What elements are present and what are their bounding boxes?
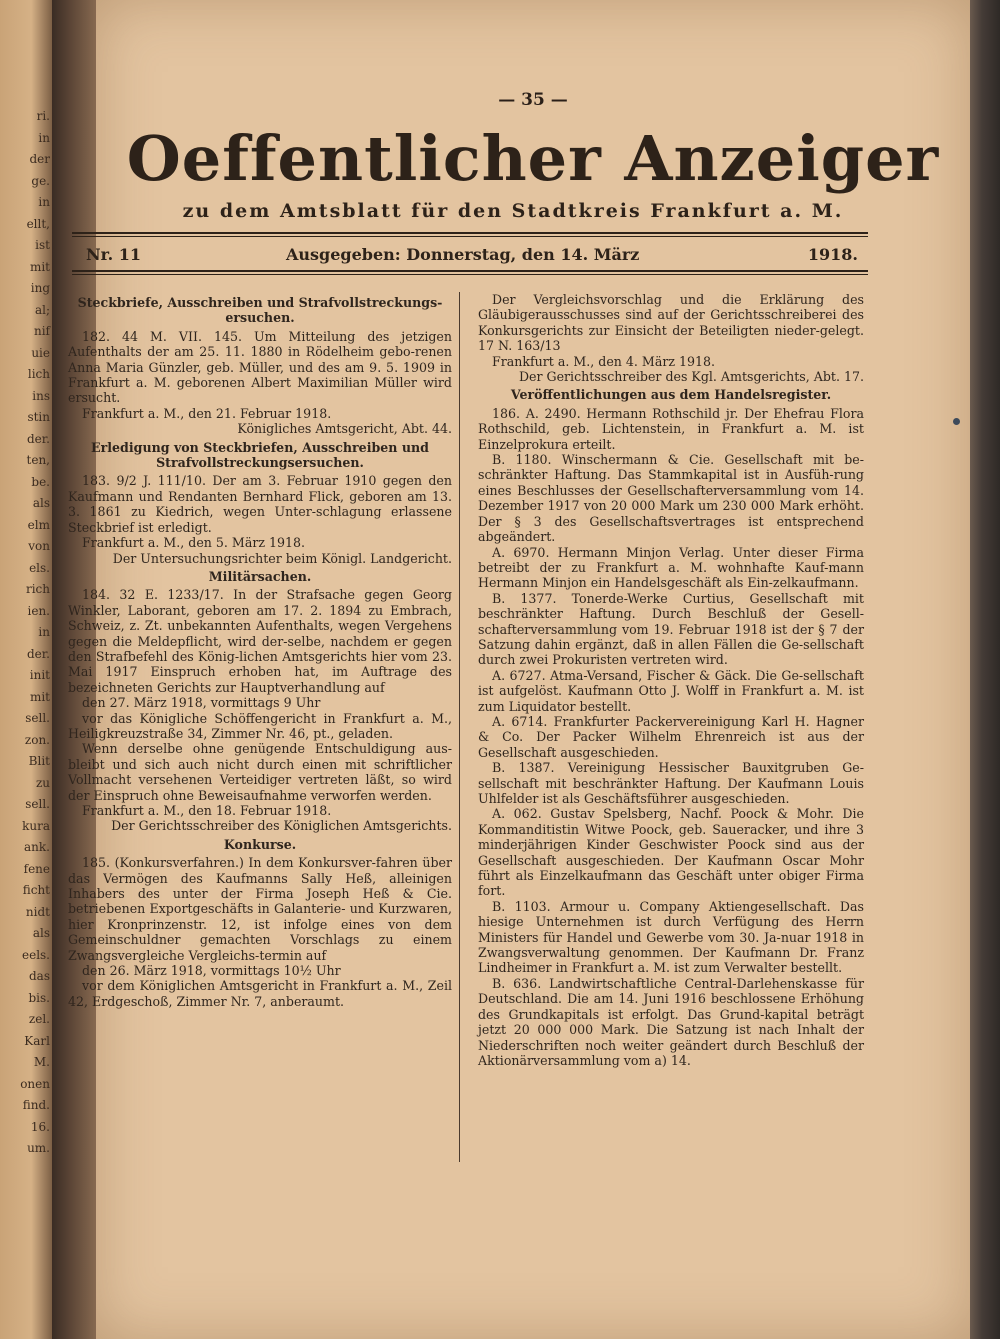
spine-text-fragment: ten, (26, 453, 50, 467)
spine-text-fragment: ing (30, 281, 50, 295)
ink-spot (953, 418, 960, 425)
spine-text-fragment: ri. (36, 109, 50, 123)
spine-text-fragment: ien. (27, 603, 50, 618)
section-heading: Erledigung von Steckbriefen, Ausschreiben und Strafvollstreckungsersuchen. (91, 439, 429, 471)
spine-text-fragment: bis. (28, 990, 50, 1005)
spine-text-fragment: els. (29, 560, 50, 575)
spine-text-fragment: onen (20, 1076, 50, 1091)
spine-text-fragment: sell. (25, 711, 50, 725)
section-heading: Konkurse. (223, 836, 297, 852)
left-column (68, 292, 452, 1009)
spine-text-fragment: Blit (28, 754, 50, 768)
header-rule-bottom-thin (72, 274, 868, 275)
spine-text-fragment: zu (35, 775, 50, 790)
spine-text-fragment: zon. (24, 732, 50, 747)
newspaper-subtitle: zu dem Amtsblatt für den Stadtkreis Frankfurt a. M. (182, 200, 844, 222)
header-rule-top-thin (72, 236, 868, 237)
spine-text-fragment: stin (27, 410, 50, 424)
issue-year: 1918. (807, 245, 858, 264)
notice-paragraph: A. 6727. Atma-Versand, Fischer & Gäck. Die Ge-sellschaft ist aufgelöst. Kaufmann Otto J. Wolff in Frankfurt a. M. ist zum Liquidator bestellt. (478, 667, 864, 714)
spine-text-fragment: der (29, 152, 50, 166)
previous-page-edge (0, 0, 52, 1339)
section-heading: Militärsachen. (208, 568, 312, 584)
notice-paragraph: A. 6714. Frankfurter Packervereinigung Karl H. Hagner & Co. Der Packer Wilhelm Ehrenreich ist aus der Gesellschaft ausgeschieden. (478, 713, 864, 760)
spine-text-fragment: ist (35, 238, 50, 252)
notice-paragraph: 184. 32 E. 1233/17. In der Strafsache gegen Georg Winkler, Laborant, geboren am 17. 2. 1894 zu Embrach, Schweiz, z. Zt. unbekannten Aufenthalts, wegen Vergehens gegen die Meldepflicht, wird der-selbe, nachdem er gegen den Strafbefehl des König-lichen Amtsgerichts hier vom 23. Mai 1917 Einspruch erhoben hat, im Auftrage des bezeichneten Gerichts zur Hauptverhandlung auf (68, 587, 452, 695)
spine-text-fragment: ficht (22, 883, 50, 897)
notice-paragraph: B. 1180. Winschermann & Cie. Gesellschaft mit be-schränkter Haftung. Das Stammkapital ist in Ausfüh-rung eines Beschlusses der Gesellschafterversammlung vom 14. Dezember 1917 von 20 000 Mark um 230 000 Mark erhöht. Der § 3 des Gesellschaftsvertrages ist entsprechend abgeändert. (478, 452, 864, 545)
spine-text-fragment: der. (26, 431, 50, 446)
issue-number: Nr. 11 (86, 245, 141, 264)
notice-paragraph: B. 636. Landwirtschaftliche Central-Darlehenskasse für Deutschland. Die am 14. Juni 1916 beschlossene Erhöhung des Grundkapitals ist erfolgt. Das Grund-kapital beträgt jetzt 20 000 000 Mark. Die Satzung ist nach Inhalt der Niederschriften noch weiter geändert durch Beschluß der Aktionärversammlung vom a) 14. (478, 975, 864, 1068)
notice-paragraph: B. 1377. Tonerde-Werke Curtius, Gesellschaft mit beschränkter Haftung. Durch Beschluß der Gesell-schafterversammlung vom 19. Februar 1918 ist der § 7 der Satzung dahin ergänzt, daß in allen Fällen die Ge-sellschaft durch zwei Prokuristen vertreten wird. (478, 590, 864, 668)
spine-text-fragment: nif (33, 324, 50, 338)
notice-paragraph: 186. A. 2490. Hermann Rothschild jr. Der Ehefrau Flora Rothschild, geb. Lichtenstein, in Frankfurt a. M. ist Einzelprokura erteilt. (478, 405, 864, 452)
spine-text-fragment: von (28, 539, 50, 553)
spine-text-fragment: nidt (25, 904, 50, 919)
spine-text-fragment: init (29, 668, 50, 682)
section-heading: Steckbriefe, Ausschreiben und Strafvollstreckungs-ersuchen. (77, 295, 443, 326)
signature-line: Der Gerichtsschreiber des Kgl. Amtsgerichts, Abt. 17. (518, 369, 864, 385)
signature-line: Königliches Amtsgericht, Abt. 44. (237, 421, 452, 437)
notice-paragraph: A. 6970. Hermann Minjon Verlag. Unter dieser Firma betreibt der zu Frankfurt a. M. wohnhafte Kauf-mann Hermann Minjon ein Handelsgeschäft als Ein-zelkaufmann. (478, 544, 864, 591)
spine-text-fragment: ellt, (26, 216, 50, 231)
notice-paragraph: Frankfurt a. M., den 21. Februar 1918. (82, 405, 332, 421)
book-cover-edge (970, 0, 1000, 1339)
notice-paragraph: 183. 9/2 J. 111/10. Der am 3. Februar 1910 gegen den Kaufmann und Rendanten Bernhard Flick, geboren am 13. 3. 1861 zu Kiedrich, wegen Unter-schlagung erlassene Steckbrief ist erledigt. (68, 473, 452, 535)
spine-text-fragment: als (32, 496, 50, 510)
spine-text-fragment: der. (26, 646, 50, 661)
signature-line: Der Untersuchungsrichter beim Königl. Landgericht. (112, 550, 452, 566)
right-column (478, 292, 864, 1068)
notice-paragraph: B. 1387. Vereinigung Hessischer Bauxitgruben Ge-sellschaft mit beschränkter Haftung. Der Kaufmann Louis Uhlfelder ist als Geschäftsführer ausgeschieden. (478, 760, 864, 806)
spine-text-fragment: eels. (21, 947, 50, 962)
notice-paragraph: 185. (Konkursverfahren.) In dem Konkursver-fahren über das Vermögen des Kaufmanns Sally Heß, alleinigen Inhabers des unter der Firma Joseph Heß & Cie. betriebenen Exportgeschäfts in Galanterie- und Kurzwaren, hier Kronprinzenstr. 12, ist infolge eines von dem Gemeinschuldner gemachten Vorschlags zu einem Zwangsvergleiche Vergleichs-termin auf (68, 855, 452, 963)
notice-paragraph: Wenn derselbe ohne genügende Entschuldigung aus-bleibt und sich auch nicht durch einen mit schriftlicher Vollmacht versehenen Verteidiger vertreten läßt, so wird der Einspruch ohne Beweisaufnahme verworfen werden. (68, 741, 452, 803)
notice-paragraph: Frankfurt a. M., den 5. März 1918. (82, 535, 306, 551)
spine-text-fragment: das (29, 969, 50, 983)
notice-paragraph: Frankfurt a. M., den 4. März 1918. (492, 353, 716, 369)
section-heading: Veröffentlichungen aus dem Handelsregister. (510, 387, 832, 403)
newspaper-title: Oeffentlicher Anzeiger (126, 122, 940, 195)
spine-text-fragment: be. (31, 474, 50, 489)
spine-text-fragment: um. (27, 1141, 50, 1155)
spine-text-fragment: mit (29, 689, 50, 704)
signature-line: Der Gerichtsschreiber des Königlichen Amtsgerichts. (111, 818, 452, 834)
issue-date: Ausgegeben: Donnerstag, den 14. März (286, 245, 640, 264)
spine-text-fragment: mit (29, 259, 50, 274)
notice-paragraph: B. 1103. Armour u. Company Aktiengesellschaft. Das hiesige Unternehmen ist durch Verfügung des Herrn Ministers für Handel und Gewerbe vom 30. Ja-nuar 1918 in Zwangsverwaltung genommen. Der Kaufmann Dr. Franz Lindheimer in Frankfurt a. M. ist zum Verwalter bestellt. (478, 898, 864, 976)
newspaper-page (68, 0, 970, 1339)
spine-text-fragment: in (38, 625, 50, 639)
spine-text-fragment: 16. (30, 1119, 50, 1134)
spine-text-fragment: in (38, 195, 50, 209)
page-number: — 35 — (498, 90, 568, 110)
spine-text-fragment: M. (33, 1055, 50, 1069)
spine-text-fragment: sell. (25, 797, 50, 811)
notice-paragraph: den 26. März 1918, vormittags 10½ Uhr (82, 963, 341, 979)
spine-text-fragment: ank. (24, 840, 50, 854)
notice-paragraph: Frankfurt a. M., den 18. Februar 1918. (82, 803, 332, 818)
spine-text-fragment: ge. (31, 173, 50, 188)
spine-text-fragment: fene (23, 861, 50, 876)
column-divider (459, 292, 460, 1162)
spine-text-fragment: uie (31, 345, 50, 360)
spine-text-fragment: Karl (24, 1033, 50, 1048)
spine-text-fragment: ins (32, 388, 50, 403)
notice-paragraph: vor das Königliche Schöffengericht in Frankfurt a. M., Heiligkreuzstraße 34, Zimmer Nr. 46, pt., geladen. (68, 710, 452, 741)
notice-paragraph: vor dem Königlichen Amtsgericht in Frankfurt a. M., Zeil 42, Erdgeschoß, Zimmer Nr. 7, anberaumt. (68, 978, 452, 1009)
spine-text-fragment: lich (27, 367, 50, 381)
spine-text-fragment: als (32, 926, 50, 940)
spine-text-fragment: kura (22, 818, 50, 833)
notice-paragraph: 182. 44 M. VII. 145. Um Mitteilung des jetzigen Aufenthalts der am 25. 11. 1880 in Rödelheim gebo-renen Anna Maria Günzler, geb. Müller, und des am 9. 5. 1909 in Frankfurt a. M. geborenen Albert Maximilian Müller wird ersucht. (68, 328, 452, 406)
spine-text-fragment: in (38, 130, 50, 145)
spine-text-fragment: elm (27, 517, 50, 532)
notice-paragraph: A. 062. Gustav Spelsberg, Nachf. Poock & Mohr. Die Kommanditistin Witwe Poock, geb. Saueracker, und ihre 3 minderjährigen Kinder Geschwister Poock sind aus der Gesellschaft ausgeschieden. Der Kaufmann Oscar Mohr führt als Einzelkaufmann das Geschäft unter obiger Firma fort. (478, 806, 864, 899)
notice-paragraph: den 27. März 1918, vormittags 9 Uhr (82, 695, 321, 711)
header-rule-bottom (72, 270, 868, 272)
notice-paragraph: Der Vergleichsvorschlag und die Erklärung des Gläubigerausschusses sind auf der Gerichtsschreiberei des Konkursgerichts zur Einsicht der Beteiligten nieder-gelegt. 17 N. 163/13 (478, 292, 864, 354)
spine-text-fragment: zel. (28, 1012, 50, 1026)
spine-text-fragment: find. (22, 1098, 50, 1112)
spine-text-fragment: al; (34, 302, 50, 317)
spine-text-fragment: rich (25, 582, 50, 596)
header-rule-top (72, 232, 868, 234)
